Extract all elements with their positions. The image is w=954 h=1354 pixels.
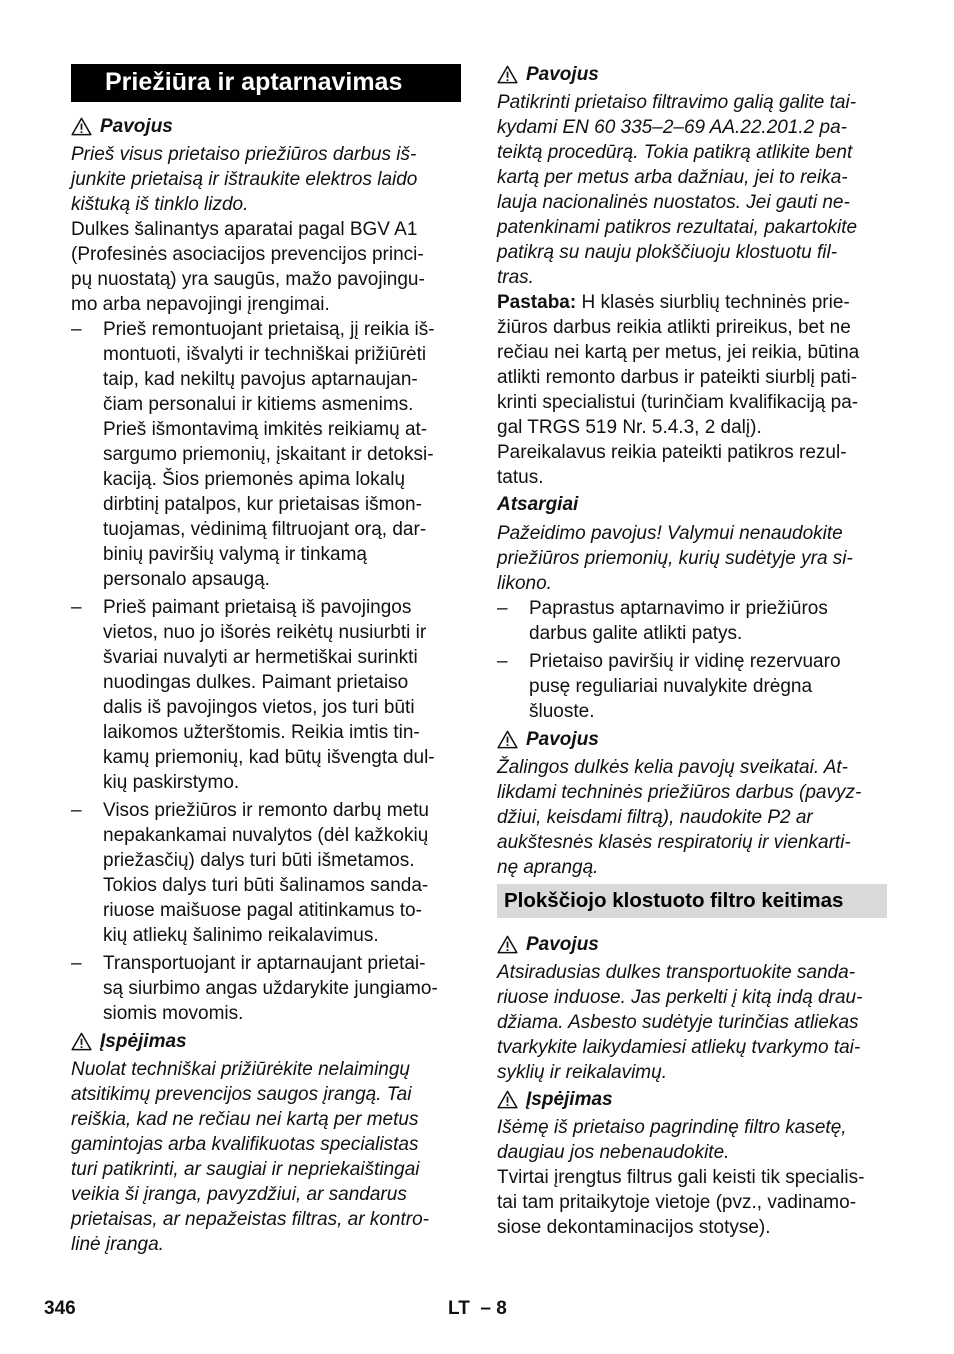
warning-triangle-icon [71,117,92,136]
section-title: Plokščiojo klostuoto filtro keitimas [497,884,887,918]
danger-text: Patikrinti prietaiso filtravimo galią galite tai- kydami EN 60 335–2–69 AA.22.201.2 pa- teiktą procedūrą. Tokia patikrą atlikite bent kartą per metus arba dažniau, jei to reika- lauja nacionalinės nuostatos. Jei gauti ne- patenkinami patikros rezultatai, pakartokite patikrą su nauju plokščiuoju klostuotu fil- tras. [497,92,858,288]
warning-heading [71,1029,461,1054]
list-item: – Prieš remontuojant prietaisą, jį reikia iš- montuoti, išvalyti ir techniškai prižiūrėti taip, kad nekiltų pavojus aptarnaujan- čiam personalui ir kitiems asmenims. Prieš išmontavimą imkitės reikiamų at- sargumo priemonių, įskaitant ir detoksi- kaciją. Šios priemonės apima lokalų dirbtinį patalpos, kur prietaisas išmon- tuojamas, vėdinimą filtruojant orą, dar- binių paviršių valymą ir tinkamą personalo apsaugą. [71,317,461,592]
caution-text: Pažeidimo pavojus! Valymui nenaudokite priežiūros priemonių, kurių sudėtyje yra si- likono. [497,523,853,594]
caution-heading: Atsargiai [497,494,579,515]
note-paragraph [497,290,887,490]
page-number: 346 [44,1298,76,1319]
care-list [497,596,887,724]
danger-label: Pavojus [526,64,599,85]
maintenance-list [71,317,461,1026]
intro-text: Dulkes šalinantys aparatai pagal BGV A1 (Profesinės asociacijos prevencijos princi- pų nuostatą) yra saugūs, mažo pavojingu- mo arba nepavojingi įrengimai. [71,219,425,315]
danger-heading [497,932,887,957]
list-item: – Transportuojant ir aptarnaujant prietai- są siurbimo angas uždarykite jungiamo- siomis movomis. [71,951,461,1026]
warning-triangle-icon [71,1032,92,1051]
danger-heading [71,114,461,139]
note-text: H klasės siurblių techninės prie- žiūros darbus reikia atlikti prireikus, bet ne rečiau nei kartą per metus, jei reikia, būtina atlikti remonto darbus ir pateikti siurblį pati- krinti specialistui (turinčiam kvalifikaciją pa- gal TRGS 519 Nr. 5.4.3, 2 dalį). Pareikalavus reikia pateikti patikros rezul- tatus. [497,292,860,488]
warning-triangle-icon [497,935,518,954]
list-item: – Prieš paimant prietaisą iš pavojingos vietos, nuo jo išorės reikėtų nusiurbti ir švariai nuvalyti ar hermetiškai surinkti nuodingas dulkes. Paimant prietaiso dalis iš pavojingos vietos, jos turi būti laikomos užterštomis. Reikia imtis tin- kamų priemonių, kad būtų išvengta dul- kių paskirstymo. [71,595,461,795]
danger-label: Pavojus [100,116,173,137]
warning-triangle-icon [497,1090,518,1109]
right-column [497,60,887,1240]
warning-triangle-icon [497,730,518,749]
warning-label: Įspėjimas [526,1089,613,1110]
danger-text: Žalingos dulkės kelia pavojų sveikatai. At- likdami techninės priežiūros darbus (pavyz- džiui, keisdami filtrą), naudokite P2 ar aukštesnės klasės respiratorių ir vienkarti- nę aprangą. [497,757,862,878]
warning-text: Išėmę iš prietaiso pagrindinę filtro kasetę, daugiau jos nebenaudokite. [497,1117,847,1163]
list-item: – Visos priežiūros ir remonto darbų metu nepakankamai nuvalytos (dėl kažkokių priežasčių) dalys turi būti išmetamos. Tokios dalys turi būti šalinamos sanda- riuose maišuose pagal atitinkamus to- kių atliekų šalinimo reikalavimus. [71,798,461,948]
warning-heading [497,1087,887,1112]
note-label: Pastaba: [497,292,577,313]
page-code: LT – 8 [448,1298,507,1319]
danger-heading [497,62,887,87]
danger-label: Pavojus [526,729,599,750]
warning-text: Nuolat techniškai prižiūrėkite nelaimingų atsitikimų prevencijos saugos įrangą. Tai reiškia, kad ne rečiau nei kartą per metus gamintojas arba kvalifikuotas specialistas turi patikrinti, ar saugiai ir nepriekaištingai veikia ši įranga, pavyzdžiui, ar sandarus prietaisas, ar nepažeistas filtras, ar kontro- linė įranga. [71,1059,429,1255]
danger-text: Prieš visus prietaiso priežiūros darbus iš- junkite prietaisą ir ištraukite elektros laido kištuką iš tinklo lizdo. [71,144,418,215]
warning-triangle-icon [497,65,518,84]
danger-text: Atsiradusias dulkes transportuokite sanda- riuose induose. Jas perkelti į kitą indą drau- džiama. Asbesto sudėtyje turinčias atliekas tvarkykite laikydamiesi atliekų tvarkymo tai- syklių ir reikalavimų. [497,962,863,1083]
danger-heading [497,727,887,752]
left-column [71,60,461,1257]
final-text: Tvirtai įrengtus filtrus gali keisti tik specialis- tai tam pritaikytoje vietoje (pvz., vadinamo- siose dekontaminacijos stotyse). [497,1167,865,1238]
section-title: Priežiūra ir aptarnavimas [71,64,461,102]
list-item: – Prietaiso paviršių ir vidinę rezervuaro pusę reguliariai nuvalykite drėgna šluoste. [497,649,887,724]
list-item: – Paprastus aptarnavimo ir priežiūros darbus galite atlikti patys. [497,596,887,646]
danger-label: Pavojus [526,934,599,955]
warning-label: Įspėjimas [100,1031,187,1052]
